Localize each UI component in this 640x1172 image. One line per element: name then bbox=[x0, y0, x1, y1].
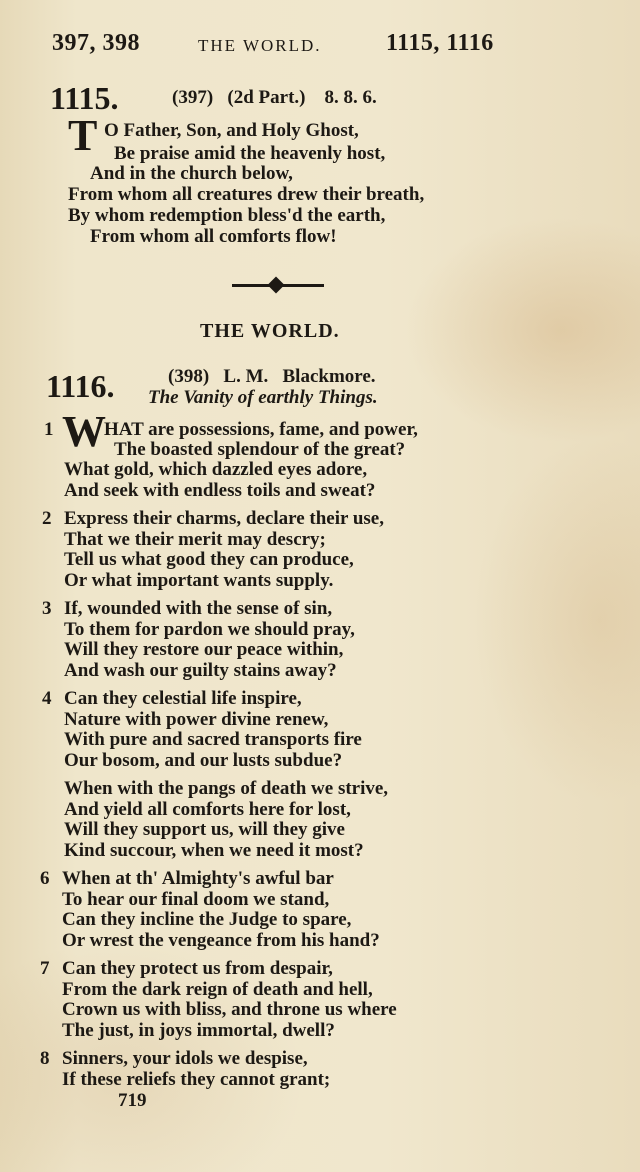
verse-1-number: 1 bbox=[44, 419, 54, 440]
verse-4-line-4: Our bosom, and our lusts subdue? bbox=[64, 750, 343, 771]
hymn-1115-line-2: Be praise amid the heavenly host, bbox=[114, 143, 386, 164]
verse-4-line-2: Nature with power divine renew, bbox=[64, 709, 329, 730]
verse-3-number: 3 bbox=[42, 598, 52, 619]
hymn-1115-meta: (397) (2d Part.) 8. 8. 6. bbox=[172, 87, 377, 108]
header-title: THE WORLD. bbox=[198, 36, 322, 55]
verse-6-line-1: When at th' Almighty's awful bar bbox=[62, 868, 334, 889]
hymn-1116-number: 1116. bbox=[46, 368, 115, 404]
hymn-1116-subtitle: The Vanity of earthly Things. bbox=[148, 387, 378, 408]
verse-4-number: 4 bbox=[42, 688, 52, 709]
page-folio: 719 bbox=[118, 1090, 147, 1111]
verse-5-line-4: Kind succour, when we need it most? bbox=[64, 840, 364, 861]
verse-5-line-1: When with the pangs of death we strive, bbox=[64, 778, 389, 799]
hymn-1115-line-3: And in the church below, bbox=[90, 163, 293, 184]
verse-5-line-2: And yield all comforts here for lost, bbox=[64, 799, 351, 820]
verse-6-line-3: Can they incline the Judge to spare, bbox=[62, 909, 352, 930]
verse-8-line-1: Sinners, your idols we despise, bbox=[62, 1048, 308, 1069]
verse-6-line-4: Or wrest the vengeance from his hand? bbox=[62, 930, 380, 951]
hymn-1115-line-6: From whom all comforts flow! bbox=[90, 226, 337, 247]
verse-4-line-1: Can they celestial life inspire, bbox=[64, 688, 302, 709]
verse-1-line-1: HAT are possessions, fame, and power, bbox=[104, 419, 418, 440]
hymn-1115-dropcap: T bbox=[68, 111, 98, 160]
verse-1-line-3: What gold, which dazzled eyes adore, bbox=[64, 459, 368, 480]
hymn-1115-line-4: From whom all creatures drew their breath, bbox=[68, 184, 425, 205]
verse-3-line-4: And wash our guilty stains away? bbox=[64, 660, 337, 681]
verse-1-dropcap: W bbox=[62, 407, 106, 456]
verse-2-line-3: Tell us what good they can produce, bbox=[64, 549, 354, 570]
verse-3-line-1: If, wounded with the sense of sin, bbox=[64, 598, 333, 619]
verse-2-line-1: Express their charms, declare their use, bbox=[64, 508, 384, 529]
verse-8-line-2: If these reliefs they cannot grant; bbox=[62, 1069, 331, 1090]
verse-3-line-2: To them for pardon we should pray, bbox=[64, 619, 355, 640]
section-title: THE WORLD. bbox=[200, 320, 340, 342]
verse-3-line-3: Will they restore our peace within, bbox=[64, 639, 344, 660]
verse-6-line-2: To hear our final doom we stand, bbox=[62, 889, 330, 910]
verse-2-number: 2 bbox=[42, 508, 52, 529]
verse-7-line-2: From the dark reign of death and hell, bbox=[62, 979, 373, 1000]
header-left-numbers: 397, 398 bbox=[52, 30, 140, 56]
verse-8-number: 8 bbox=[40, 1048, 50, 1069]
verse-2-line-4: Or what important wants supply. bbox=[64, 570, 334, 591]
verse-1-line-2: The boasted splendour of the great? bbox=[114, 439, 406, 460]
verse-7-line-1: Can they protect us from despair, bbox=[62, 958, 333, 979]
verse-2-line-2: That we their merit may descry; bbox=[64, 529, 326, 550]
hymn-1115-line-5: By whom redemption bless'd the earth, bbox=[68, 205, 386, 226]
verse-5-line-3: Will they support us, will they give bbox=[64, 819, 345, 840]
verse-7-number: 7 bbox=[40, 958, 50, 979]
verse-6-number: 6 bbox=[40, 868, 50, 889]
hymn-1116-meta: (398) L. M. Blackmore. bbox=[168, 366, 376, 387]
header-right-numbers: 1115, 1116 bbox=[386, 30, 494, 56]
verse-1-line-4: And seek with endless toils and sweat? bbox=[64, 480, 376, 501]
hymn-1115-line-1: O Father, Son, and Holy Ghost, bbox=[104, 120, 359, 141]
hymn-1115-number: 1115. bbox=[50, 80, 119, 116]
verse-4-line-3: With pure and sacred transports fire bbox=[64, 729, 362, 750]
verse-7-line-3: Crown us with bliss, and throne us where bbox=[62, 999, 397, 1020]
verse-7-line-4: The just, in joys immortal, dwell? bbox=[62, 1020, 335, 1041]
